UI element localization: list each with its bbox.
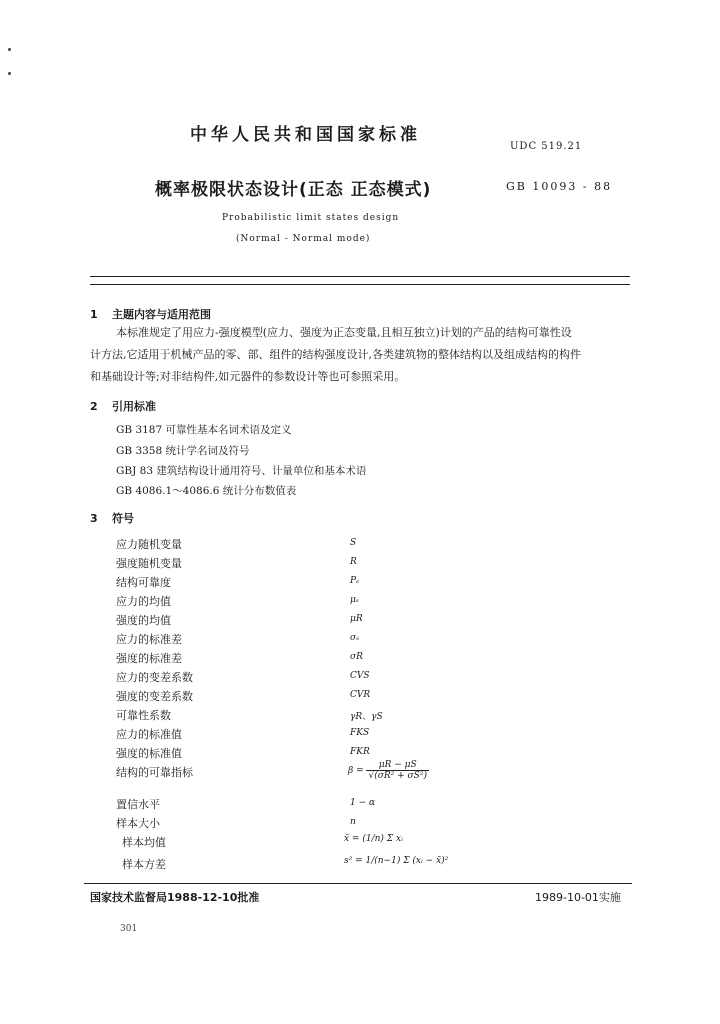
symbol-value: S (350, 538, 357, 548)
symbol-value: γR、γS (350, 712, 383, 722)
paragraph-line: 计方法,它适用于机械产品的零、部、组件的结构强度设计,各类建筑物的整体结构以及组成结构的构件 (90, 348, 581, 361)
symbol-label: 可靠性系数 (116, 709, 171, 722)
symbol-label: 置信水平 (116, 798, 160, 811)
symbol-label: 结构的可靠指标 (116, 766, 193, 779)
section-3-heading (90, 510, 134, 526)
section-number: 3 (90, 512, 98, 525)
symbol-value: FKS (350, 728, 370, 738)
symbol-label: 样本均值 (122, 836, 166, 849)
symbol-value: Pₛ (350, 576, 360, 586)
symbol-label: 应力随机变量 (116, 538, 182, 551)
symbol-label: 强度的标准值 (116, 747, 182, 760)
section-1-heading (90, 306, 211, 322)
approval-date: 国家技术监督局1988-12-10批准 (90, 891, 260, 904)
formula-lhs: β = (348, 766, 364, 776)
symbol-label: 应力的变差系数 (116, 671, 193, 684)
paragraph-line: 本标准规定了用应力-强度模型(应力、强度为正态变量,且相互独立)计划的产品的结构可靠性设 (116, 326, 572, 339)
symbol-value: n (350, 817, 356, 827)
symbol-label: 强度的变差系数 (116, 690, 193, 703)
symbol-label: 强度随机变量 (116, 557, 182, 570)
symbol-label: 强度的均值 (116, 614, 171, 627)
english-title: Probabilistic limit states design (222, 213, 400, 223)
footer-rule (84, 883, 632, 884)
symbol-value: FKR (350, 747, 370, 757)
symbol-value: μR (350, 614, 363, 624)
section-number: 2 (90, 400, 98, 413)
section-2-heading (90, 398, 156, 414)
header-rule-bottom (90, 284, 630, 285)
section-title: 引用标准 (112, 400, 156, 413)
udc-code: UDC 519.21 (510, 141, 583, 152)
symbol-label: 应力的标准差 (116, 633, 182, 646)
symbol-label: 应力的均值 (116, 595, 171, 608)
paragraph-line: 和基础设计等;对非结构件,如元器件的参数设计等也可参照采用。 (90, 370, 406, 383)
symbol-value: CVR (350, 690, 371, 700)
reference-item: GB 3358 统计学名词及符号 (116, 445, 250, 457)
symbol-value: σR (350, 652, 363, 662)
section-number: 1 (90, 308, 98, 321)
section-title: 主题内容与适用范围 (112, 308, 211, 321)
symbol-value: σₛ (350, 633, 360, 643)
reference-item: GBJ 83 建筑结构设计通用符号、计量单位和基本术语 (116, 465, 367, 477)
symbol-value: x̄ = (1/n) Σ xᵢ (344, 834, 403, 844)
symbol-label: 结构可靠度 (116, 576, 171, 589)
implementation-date: 1989-10-01实施 (535, 891, 621, 904)
symbol-label: 强度的标准差 (116, 652, 182, 665)
symbol-value: s² = 1/(n−1) Σ (xᵢ − x̄)² (344, 856, 449, 866)
formula-denominator: √(σR² + σS²) (368, 771, 427, 781)
symbol-value: CVS (350, 671, 370, 681)
reference-item: GB 4086.1～4086.6 统计分布数值表 (116, 485, 297, 497)
scan-speck (8, 72, 11, 75)
formula-numerator: μR − μS (366, 760, 428, 771)
symbol-value: R (350, 557, 357, 567)
page-number: 301 (120, 924, 138, 934)
symbol-label: 样本大小 (116, 817, 160, 830)
document-title: 概率极限状态设计(正态 正态模式) (155, 180, 432, 200)
symbol-value: μₛ (350, 595, 359, 605)
header-rule-top (90, 276, 630, 277)
english-subtitle: (Normal - Normal mode) (236, 234, 371, 244)
scan-speck (8, 48, 11, 51)
symbol-label: 样本方差 (122, 858, 166, 871)
symbol-value: 1 − α (350, 798, 376, 808)
gb-number: GB 10093 - 88 (506, 180, 613, 193)
section-title: 符号 (112, 512, 134, 525)
reference-item: GB 3187 可靠性基本名词术语及定义 (116, 424, 292, 436)
org-title: 中华人民共和国国家标准 (190, 125, 421, 145)
reliability-index-formula (348, 760, 429, 781)
formula-fraction (366, 760, 428, 781)
symbol-label: 应力的标准值 (116, 728, 182, 741)
